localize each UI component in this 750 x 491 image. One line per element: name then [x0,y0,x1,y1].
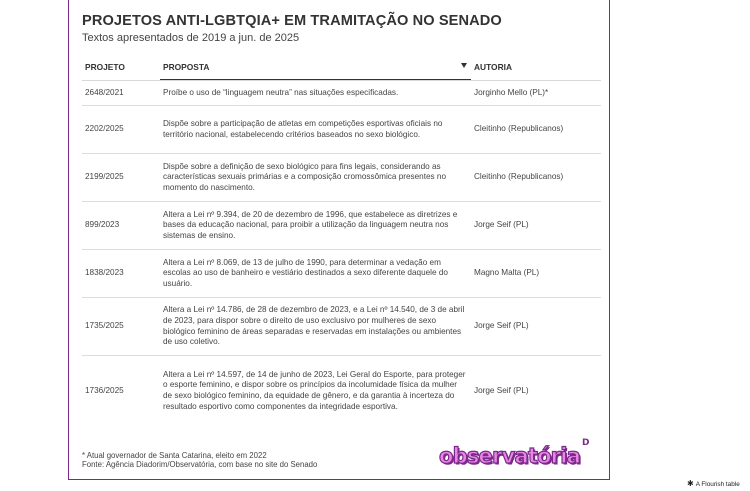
flourish-credit-label: A Flourish table [695,480,740,488]
cell-projeto: 1838/2023 [85,268,124,278]
sort-down-icon[interactable] [461,63,467,68]
source-note: Fonte: Agência Diadorim/Observatória, com base no site do Senado [82,460,318,469]
logo-mark: D [582,438,590,448]
cell-projeto: 2202/2025 [85,124,124,134]
cell-projeto: 1736/2025 [85,385,124,395]
cell-proposta: Dispõe sobre a participação de atletas em competições esportivas oficiais no território nacional, estabelecendo critérios baseados no sexo biológico. [163,118,443,139]
cell-projeto: 1735/2025 [85,321,124,331]
table-row [82,250,601,298]
flourish-asterisk-icon: ✱ [687,479,694,488]
cell-autoria: Cleitinho (Republicanos) [474,124,564,134]
column-header-projeto[interactable]: PROJETO [85,62,125,72]
cell-autoria: Cleitinho (Republicanos) [474,172,564,182]
table-card [68,0,610,480]
chart-title: PROJETOS ANTI-LGBTQIA+ EM TRAMITAÇÃO NO SENADO [82,13,502,29]
cell-autoria: Jorge Seif (PL) [474,385,529,395]
cell-proposta: Altera a Lei nº 14.786, de 28 de dezembro de 2023, e a Lei nº 14.540, de 3 de abril de 2023, para dispor sobre o direito de uso exclusivo por mulheres de sexo biológico feminino de áreas separadas e reservadas em instalações ou ambientes de uso coletivo. [163,305,465,347]
footnote: * Atual governador de Santa Catarina, eleito em 2022 [82,451,267,460]
cell-autoria: Jorginho Mello (PL)* [474,87,549,97]
cell-proposta: Proíbe o uso de “linguagem neutra” nas situações especificadas. [163,87,399,97]
cell-projeto: 2648/2021 [85,87,124,97]
table-row [82,81,601,106]
table-row [82,298,601,356]
table-row [82,356,601,426]
observatoria-logo: observatória [439,444,581,468]
cell-proposta: Altera a Lei nº 14.597, de 14 de junho de 2023, Lei Geral do Esporte, para proteger o esporte feminino, e dispor sobre os princípios da incolumidade física da mulher de sexo biológico feminino, da equidade de gênero, e da garantia à incerteza do resultado esportivo como componentes da integridade esportiva. [163,369,466,411]
table-row [82,154,601,202]
cell-autoria: Jorge Seif (PL) [474,220,529,230]
cell-proposta: Altera a Lei nº 8.069, de 13 de julho de 1990, para determinar a vedação em escolas ao uso de banheiro e vestiário destinados a sexo diferente daquele do usuário. [163,257,448,288]
cell-autoria: Jorge Seif (PL) [474,321,529,331]
cell-projeto: 899/2023 [85,220,120,230]
column-header-proposta[interactable]: PROPOSTA [160,56,471,80]
cell-autoria: Magno Malta (PL) [474,268,540,278]
table-header [82,56,601,80]
cell-proposta: Altera a Lei nº 9.394, de 20 de dezembro de 1996, que estabelece as diretrizes e bases da educação nacional, para proibir a utilização da linguagem neutra nos sistemas de ensino. [163,209,458,240]
column-header-autoria[interactable]: AUTORIA [474,62,512,72]
cell-projeto: 2199/2025 [85,172,124,182]
flourish-credit[interactable] [687,480,740,488]
table-row [82,106,601,154]
table-row [82,202,601,250]
cell-proposta: Dispõe sobre a definição de sexo biológico para fins legais, considerando as características sexuais primárias e a composição cromossômica presentes no momento do nascimento. [163,161,447,192]
chart-subtitle: Textos apresentados de 2019 a jun. de 2025 [82,32,300,44]
